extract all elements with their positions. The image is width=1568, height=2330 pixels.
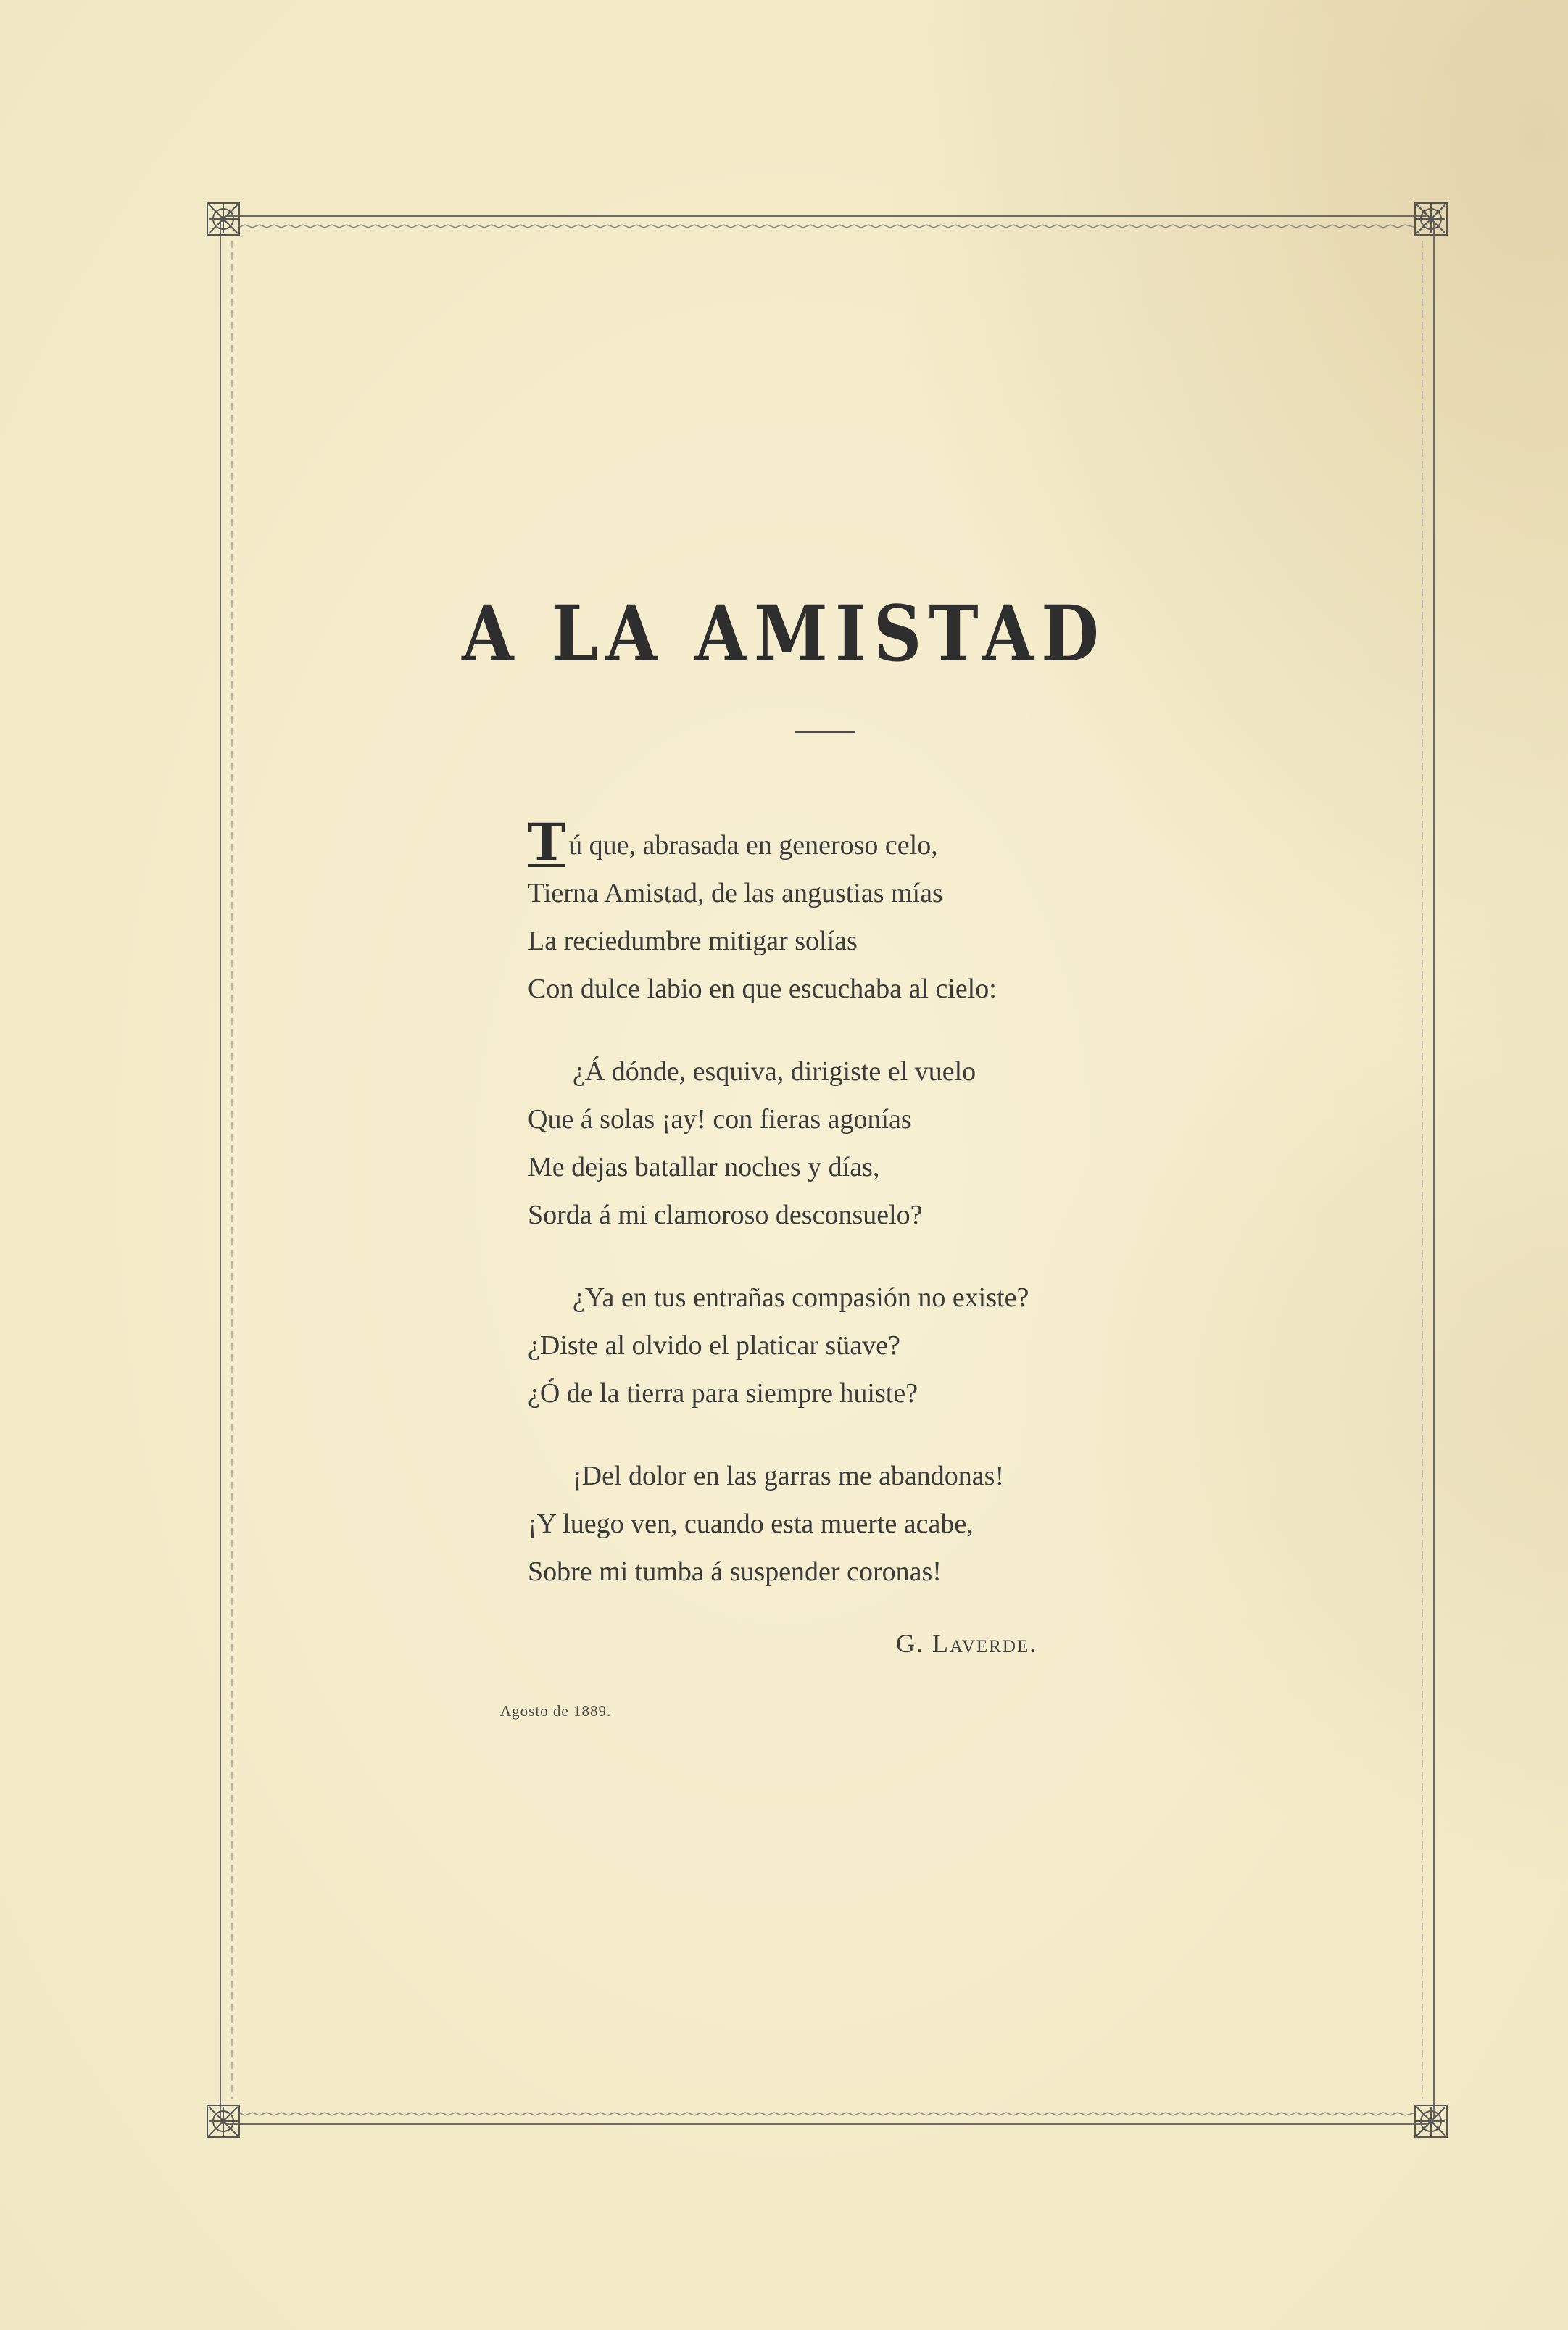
- ornament-corner-icon: [206, 202, 241, 236]
- ornament-corner-icon: [1414, 202, 1448, 236]
- poem-title: A LA AMISTAD: [462, 588, 1106, 679]
- ornament-corner-icon: [1414, 2104, 1448, 2139]
- stanza-3: [528, 1274, 1180, 1417]
- poem-line: Que á solas ¡ay! con fieras agonías: [528, 1104, 912, 1135]
- title-divider: [795, 731, 855, 733]
- drop-cap: T: [528, 812, 566, 872]
- poem-body: [528, 812, 1180, 1630]
- stanza-1: [528, 812, 1180, 1013]
- poem-line: ¿Á dónde, esquiva, dirigiste el vuelo: [573, 1056, 976, 1087]
- poem-line: ¿Ó de la tierra para siempre huiste?: [528, 1378, 918, 1409]
- stanza-2: [528, 1048, 1180, 1239]
- poem-line: ¡Del dolor en las garras me abandonas!: [573, 1461, 1005, 1491]
- date-line: Agosto de 1889.: [500, 1702, 612, 1720]
- poem-line: Sobre mi tumba á suspender coronas!: [528, 1556, 942, 1587]
- poem-line: ¡Y luego ven, cuando esta muerte acabe,: [528, 1509, 974, 1539]
- poem-line: Me dejas batallar noches y días,: [528, 1152, 880, 1182]
- poem-line: Con dulce labio en que escuchaba al cielo:: [528, 974, 997, 1004]
- ornament-corner-icon: [206, 2104, 241, 2139]
- author-signature: G. Laverde.: [896, 1629, 1038, 1658]
- poem-line: Sorda á mi clamoroso desconsuelo?: [528, 1200, 923, 1230]
- poem-line: ¿Ya en tus entrañas compasión no existe?: [573, 1282, 1029, 1313]
- poem-line: T ú que, abrasada en generoso celo,: [528, 812, 938, 872]
- poem-line: La reciedumbre mitigar solías: [528, 926, 858, 956]
- poem-line: Tierna Amistad, de las angustias mías: [528, 878, 943, 908]
- poem-line: ¿Diste al olvido el platicar süave?: [528, 1330, 900, 1361]
- stanza-4: [528, 1452, 1180, 1596]
